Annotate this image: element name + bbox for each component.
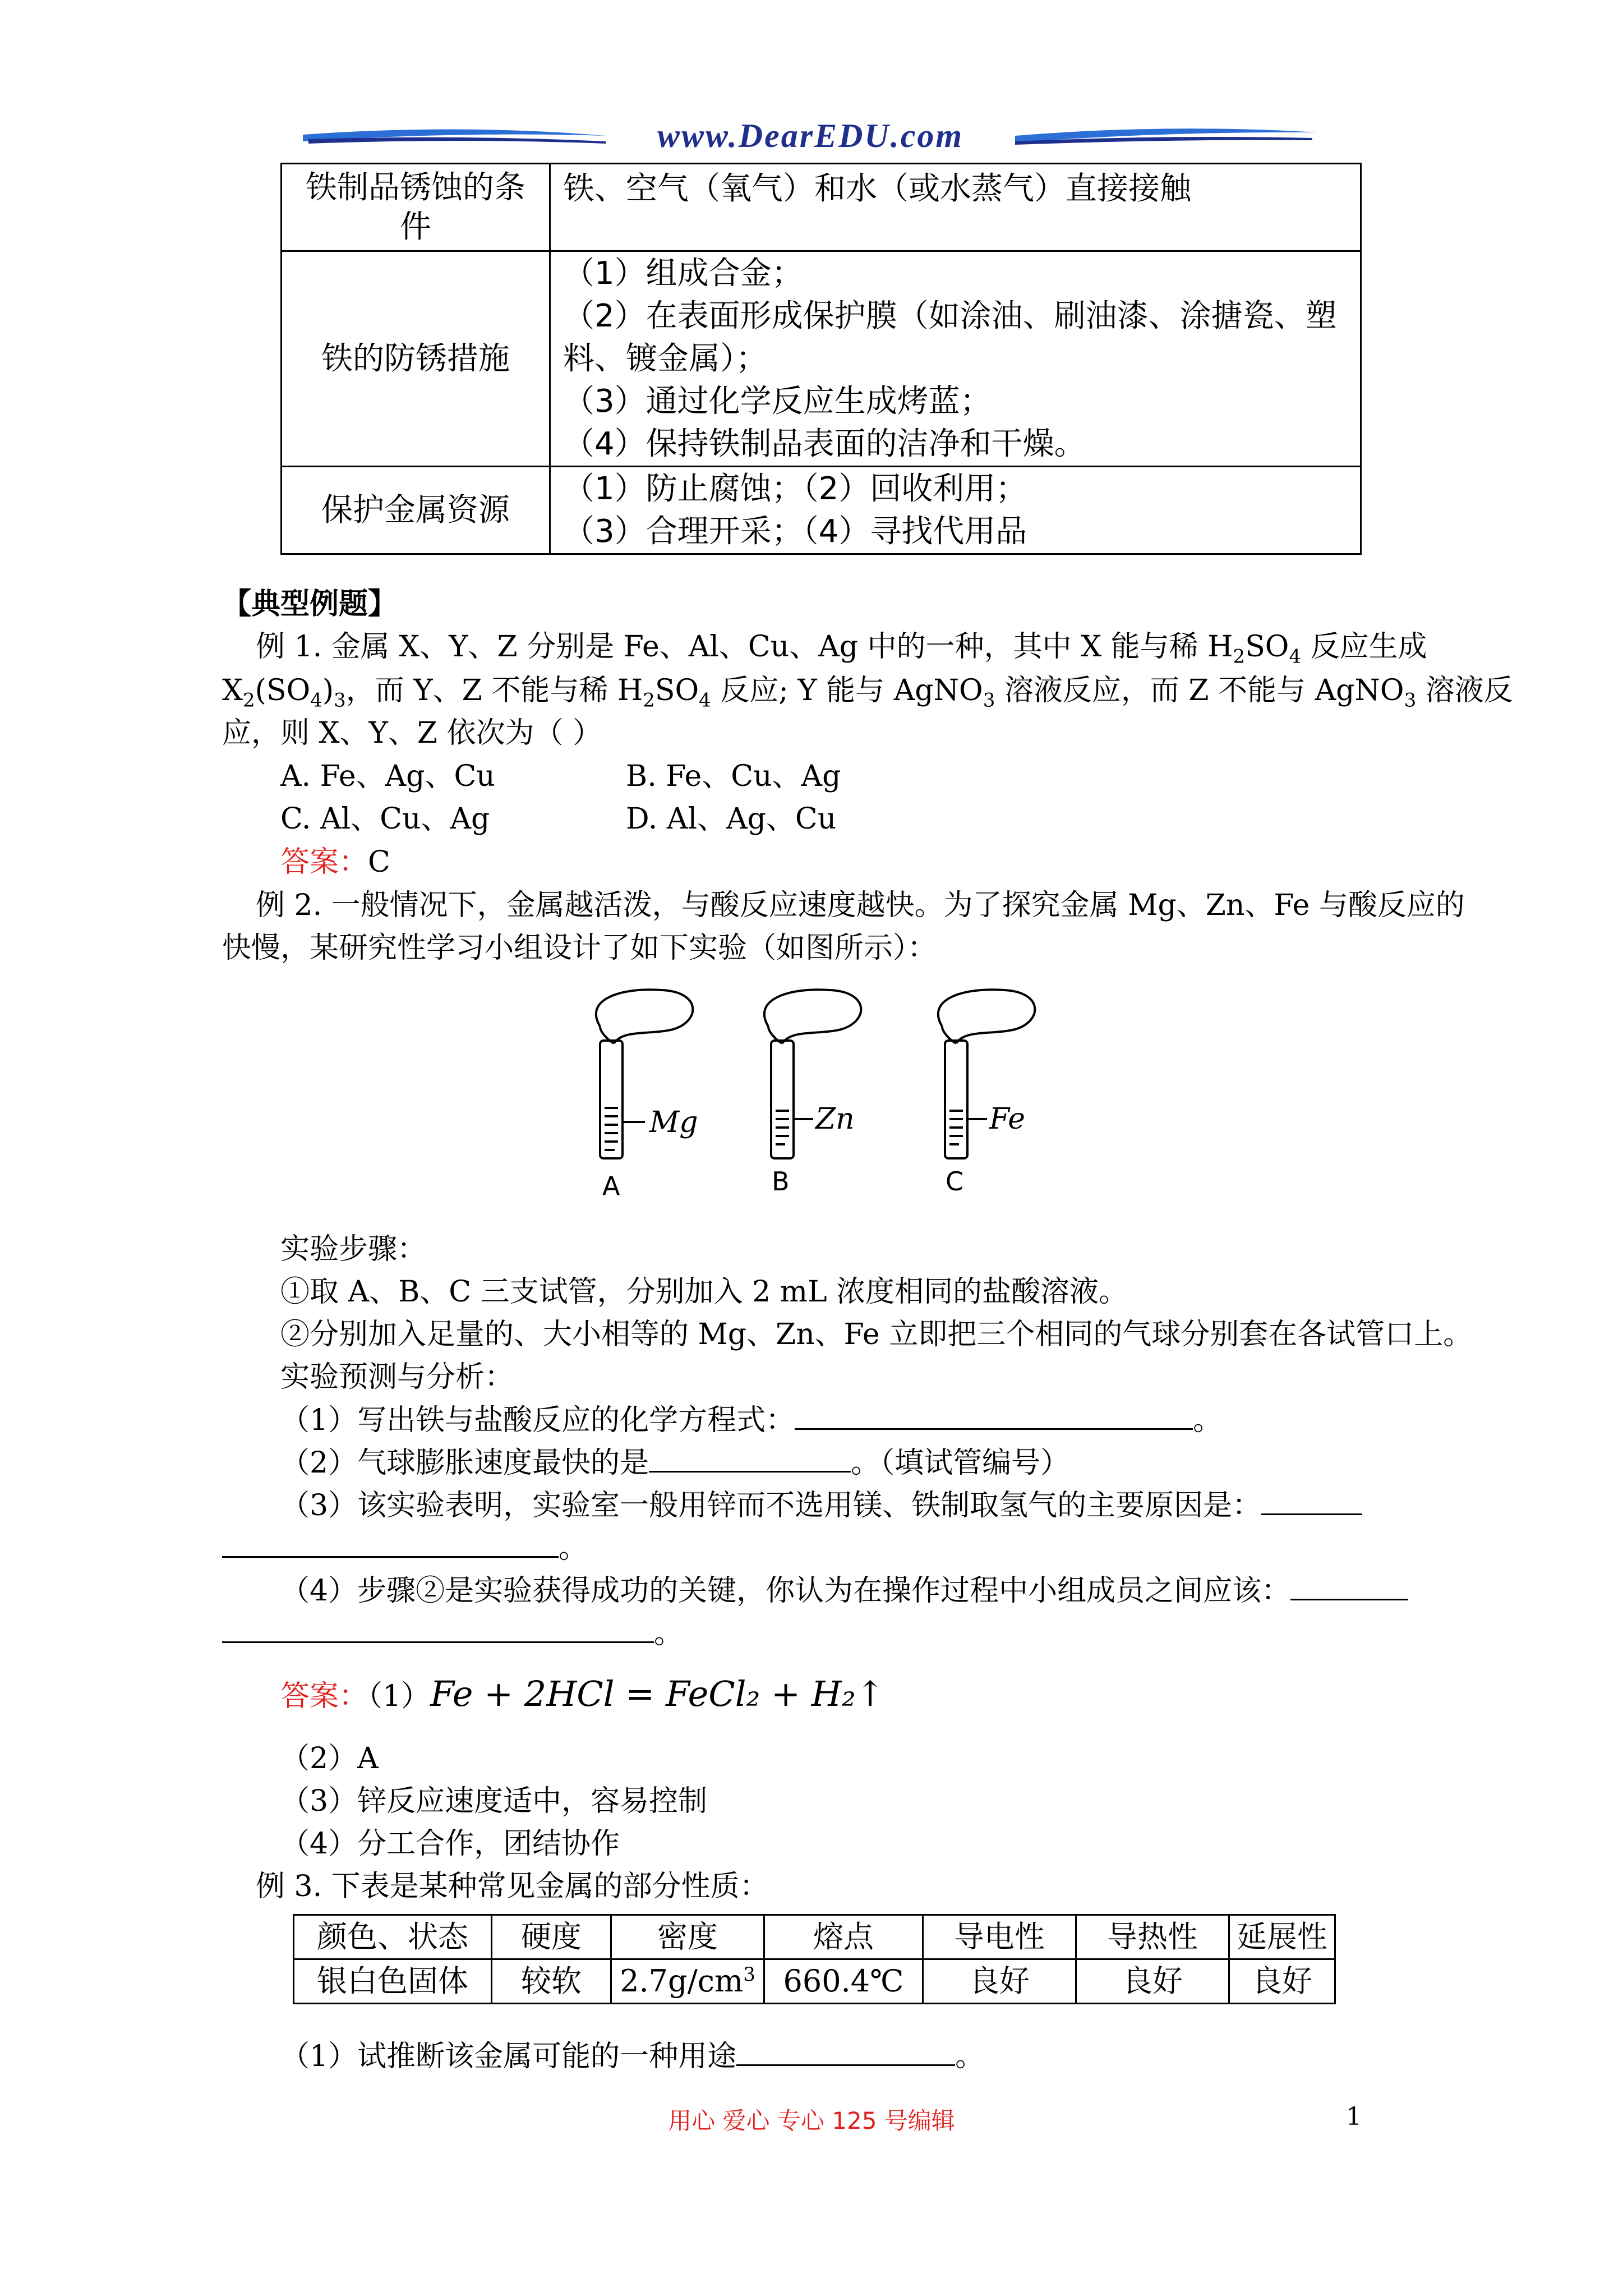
question-3 xyxy=(280,1484,1362,1526)
header-logo xyxy=(292,112,1329,163)
text: SO xyxy=(654,674,699,707)
table-value-line: （1）防止腐蚀；（2）回收利用； xyxy=(563,470,1027,507)
answer-blank xyxy=(222,1612,654,1643)
table-cell: 660.4℃ xyxy=(764,1959,923,2004)
ex2-line2: 快慢，某研究性学习小组设计了如下实验（如图所示）： xyxy=(222,931,937,965)
tube-letter: A xyxy=(602,1171,620,1201)
table-cell: 良好 xyxy=(1229,1959,1335,2004)
answer-label: 答案： xyxy=(280,845,368,879)
test-tube-figure xyxy=(578,987,1049,1223)
ex2-answer-2: （2）A xyxy=(280,1742,379,1775)
ex2-answer-3: （3）锌反应速度适中，容易控制 xyxy=(280,1784,708,1818)
question-1 xyxy=(280,1399,1222,1441)
text: （3）该实验表明，实验室一般用锌而不选用镁、铁制取氢气的主要原因是： xyxy=(280,1489,1262,1522)
subscript: 2 xyxy=(643,689,655,712)
step-2: ②分别加入足量的、大小相等的 Mg、Zn、Fe 立即把三个相同的气球分别套在各试管口上。 xyxy=(280,1318,1473,1351)
ex2-line1: 例 2. 一般情况下，金属越活泼，与酸反应速度越快。为了探究金属 Mg、Zn、Fe 与酸反应的 xyxy=(256,889,1465,922)
option-b: B. Fe、Cu、Ag xyxy=(626,760,841,793)
table-header-cell: 密度 xyxy=(611,1915,764,1959)
answer-blank xyxy=(795,1399,1193,1430)
table-row xyxy=(282,251,1361,467)
predict-title: 实验预测与分析： xyxy=(280,1360,514,1394)
text: (SO xyxy=(255,674,311,707)
table-key-cell: 保护金属资源 xyxy=(282,467,550,554)
ex1-line1 xyxy=(256,626,1427,668)
subscript: 2 xyxy=(243,689,255,712)
metal-label: Mg xyxy=(649,1106,698,1139)
text: ) xyxy=(322,674,334,707)
text: 溶液反应，而 Z 不能与 AgNO xyxy=(995,674,1404,707)
text: （4）步骤②是实验获得成功的关键，你认为在操作过程中小组成员之间应该： xyxy=(280,1574,1291,1608)
table-value-cell xyxy=(550,164,1361,251)
logo-text: www.DearEDU.com xyxy=(657,117,964,154)
text: 反应生成 xyxy=(1301,630,1427,664)
table-cell: 较软 xyxy=(492,1959,611,2004)
subscript: 3 xyxy=(334,689,346,712)
question-4-cont xyxy=(222,1612,683,1654)
text: X xyxy=(222,674,243,707)
table-cell xyxy=(611,1959,764,2004)
answer-label: 答案： xyxy=(280,1680,368,1713)
answer-blank xyxy=(736,2035,955,2066)
steps-title: 实验步骤： xyxy=(280,1232,427,1266)
table-value-line: （2）在表面形成保护膜（如涂油、刷油漆、涂搪瓷、塑料、镀金属）； xyxy=(563,297,1337,377)
text: 。（填试管编号） xyxy=(851,1446,1070,1480)
subscript: 4 xyxy=(310,689,322,712)
answer-blank xyxy=(649,1442,851,1473)
text: ，而 Y、Z 不能与稀 H xyxy=(345,674,643,707)
ex2-answer xyxy=(280,1669,885,1722)
text: SO xyxy=(1245,630,1289,664)
text: 。 xyxy=(654,1617,684,1650)
text: 溶液反 xyxy=(1416,674,1513,707)
table-header-cell: 延展性 xyxy=(1229,1915,1335,1959)
text: （2）气球膨胀速度最快的是 xyxy=(280,1446,649,1480)
ex1-answer xyxy=(280,841,390,883)
table-header-cell: 硬度 xyxy=(492,1915,611,1959)
option-d: D. Al、Ag、Cu xyxy=(626,802,837,836)
footer-text: 用心 爱心 专心 125 号编辑 xyxy=(668,2107,955,2134)
ex3-question-1 xyxy=(280,2035,984,2077)
summary-table xyxy=(280,163,1362,555)
ex1-line2 xyxy=(222,670,1513,711)
table-header-cell: 导电性 xyxy=(923,1915,1076,1959)
text: 。 xyxy=(1193,1404,1223,1437)
metal-properties-table xyxy=(293,1914,1336,2004)
section-title: 【典型例题】 xyxy=(222,587,398,621)
figure-drawing xyxy=(578,987,1049,1223)
answer-value: C xyxy=(368,845,390,879)
table-cell: 银白色固体 xyxy=(294,1959,492,2004)
text: （1）写出铁与盐酸反应的化学方程式： xyxy=(280,1404,795,1437)
answer-blank xyxy=(222,1527,559,1558)
tube-letter: C xyxy=(946,1166,964,1197)
metal-label: Fe xyxy=(989,1102,1026,1136)
table-value-line: （3）合理开采；（4）寻找代用品 xyxy=(563,513,1027,550)
subscript: 3 xyxy=(983,689,995,712)
subscript: 3 xyxy=(1404,689,1417,712)
text: 反应; Y 能与 AgNO xyxy=(711,674,983,707)
answer-blank xyxy=(1261,1484,1362,1515)
ex3-line1: 例 3. 下表是某种常见金属的部分性质： xyxy=(256,1870,769,1903)
table-value-cell xyxy=(550,251,1361,467)
table-row xyxy=(294,1959,1335,2004)
subscript: 4 xyxy=(699,689,711,712)
option-a: A. Fe、Ag、Cu xyxy=(280,760,495,793)
question-2 xyxy=(280,1442,1069,1484)
ex2-answer-4: （4）分工合作，团结协作 xyxy=(280,1827,620,1861)
text: 。 xyxy=(559,1531,588,1565)
table-value-cell xyxy=(550,467,1361,554)
subscript: 2 xyxy=(1233,645,1246,668)
question-4 xyxy=(280,1570,1408,1612)
table-row xyxy=(282,467,1361,554)
table-header-cell: 熔点 xyxy=(764,1915,923,1959)
table-header-cell: 导热性 xyxy=(1076,1915,1229,1959)
text: 2.7g/cm xyxy=(620,1963,744,1999)
table-header-row xyxy=(294,1915,1335,1959)
table-key-cell: 铁制品锈蚀的条件 xyxy=(282,164,550,251)
option-c: C. Al、Cu、Ag xyxy=(280,802,490,836)
text: 例 1. 金属 X、Y、Z 分别是 Fe、Al、Cu、Ag 中的一种，其中 X 能与稀 H xyxy=(256,630,1233,664)
question-3-cont xyxy=(222,1527,588,1569)
subscript: 4 xyxy=(1289,645,1302,668)
table-value-line: （4）保持铁制品表面的洁净和干燥。 xyxy=(563,425,1086,462)
step-1: ①取 A、B、C 三支试管，分别加入 2 mL 浓度相同的盐酸溶液。 xyxy=(280,1275,1128,1309)
text: （1） xyxy=(368,1680,431,1713)
text: （1）试推断该金属可能的一种用途 xyxy=(280,2040,737,2073)
superscript: 3 xyxy=(743,1963,755,1986)
table-value-line: 铁、空气（氧气）和水（或水蒸气）直接接触 xyxy=(563,171,1191,207)
table-value-line: （1）组成合金； xyxy=(563,255,803,292)
table-header-cell: 颜色、状态 xyxy=(294,1915,492,1959)
answer-blank xyxy=(1290,1570,1408,1600)
chemical-equation: Fe + 2HCl = FeCl₂ + H₂↑ xyxy=(430,1673,885,1714)
table-row xyxy=(282,164,1361,251)
text: 。 xyxy=(955,2040,985,2073)
table-cell: 良好 xyxy=(1076,1959,1229,2004)
tube-letter: B xyxy=(772,1166,790,1197)
ex1-line3: 应，则 X、Y、Z 依次为（ ） xyxy=(222,716,602,750)
table-cell: 良好 xyxy=(923,1959,1076,2004)
table-key-cell: 铁的防锈措施 xyxy=(282,251,550,467)
table-value-line: （3）通过化学反应生成烤蓝； xyxy=(563,383,992,420)
page-number: 1 xyxy=(1346,2102,1362,2131)
metal-label: Zn xyxy=(815,1102,855,1136)
